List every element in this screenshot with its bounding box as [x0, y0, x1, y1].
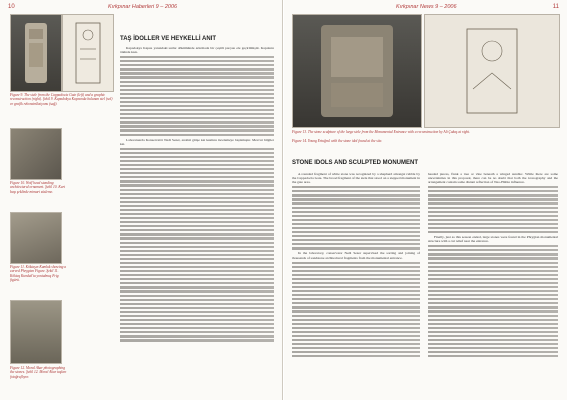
page-number: 11 — [552, 4, 559, 10]
paragraph: A rounded fragment of white stone was recognized by a shepherd amongst rubble by the Cappadocia Gate. The broad fragment of the stele that stood on a stepped monument in the gate area. — [292, 172, 420, 185]
wolf-head-photo — [10, 128, 62, 180]
paragraph: headed pieces, flank a tree or vine beneath a winged sundisc. While there are some uncertainties in this proposal, there can be no doubt that both the iconography and the arrangement contain some distant reflection of Neo-Hittite influence. — [428, 172, 558, 185]
paragraph: In the laboratory, conservator Nedi Sezer supervised the sorting and joining of thousands of sandstone architectural fragments from the monumental entrance. — [292, 251, 420, 260]
body-text-col2 — [428, 172, 558, 394]
stone-idol-image — [425, 15, 559, 127]
figure-12-caption: Figure 12. Moral Akar photographing the stones. Şekil 12. Moral Akar taşları fotoğraflıyor. — [10, 366, 67, 379]
large-stele-photo — [292, 14, 422, 128]
body-text-left — [120, 46, 274, 394]
figure-10-caption: Figure 10. Wolf head standing architectural ornament. Şekil 10. Kurt başı şeklinde mimari süsleme. — [10, 181, 65, 194]
stele-reconstruction — [62, 14, 114, 92]
right-page — [284, 0, 567, 400]
carved-figure-photo — [10, 212, 62, 264]
paragraph: Finally, just as this season ended, large stones were found in the Phrygian monumental structure with a cut relief near the entrance. — [428, 235, 558, 244]
running-head: Kırkpınar Haberleri 9 – 2006 — [108, 4, 178, 10]
stele-sculpture-image — [293, 15, 421, 127]
stele-image — [11, 15, 61, 91]
article-title: STONE IDOLS AND SCULPTED MONUMENT — [292, 160, 419, 166]
figure-9-caption: Figure 9. The stele from the Cappadocia Gate (left) and a graphic reconstruction (right). Şekil 9. Kapadokya Kapısında bulunan stel (sol) ve grafik rekonstrüksiyonu (sağ). — [10, 93, 113, 106]
photographer-photo — [10, 300, 62, 364]
body-text-col1 — [292, 172, 420, 394]
left-page — [0, 0, 283, 400]
figure-13-caption: Figure 13. The stone sculpture of the large stele from the Monumental Entrance with a reconstruction by Ali Çukaş at right. — [292, 130, 470, 134]
idol-photo — [424, 14, 560, 128]
article-title: TAŞ İDOLLER VE HEYKELLİ ANIT — [120, 36, 217, 42]
stele-drawing — [63, 15, 113, 91]
figure-11-caption: Figure 11. Köktaşın Kumluk showing a carved Phrygian Figure. Şekil 11. Köktaş Kumluk'ta yontulmuş Frig figürü. — [10, 265, 67, 283]
page-number: 10 — [8, 4, 15, 10]
running-head: Kırkpınar News 9 – 2006 — [396, 4, 457, 10]
stele-photo — [10, 14, 62, 92]
paragraph: Laboratuarda Konservatör Nedi Sezer, analizi girişe kat kısmını incelemeye başlamıştır. Mevcut bilgiler kat. — [120, 137, 274, 146]
paragraph: Kapadokya Kapısı yanındaki surlar dökümünde artırmada bir çeşitli parçası ele geçirilmiştir. Kapıların önünde kazı. — [120, 46, 274, 55]
figure-14-caption: Figure 14. Young Ertuğrul with the stone idol found at the site. — [292, 139, 383, 143]
